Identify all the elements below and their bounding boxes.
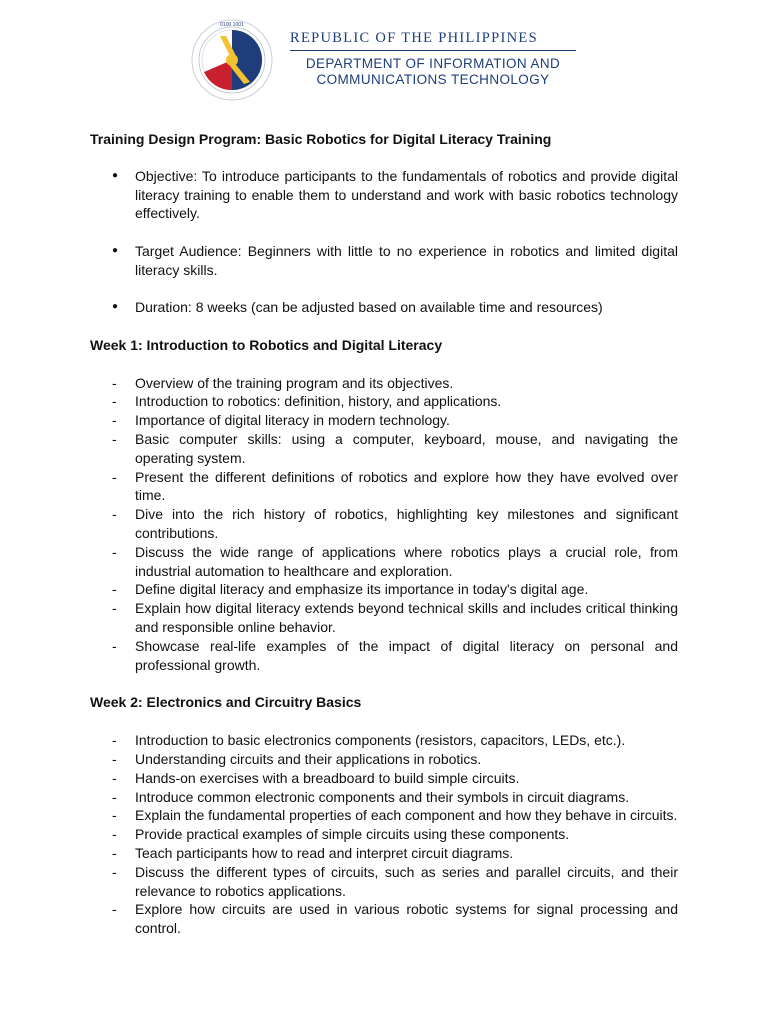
list-item: - Explain the fundamental properties of each component and how they behave in circuits.	[90, 806, 678, 825]
list-item: - Explore how circuits are used in various robotic systems for signal processing and control.	[90, 900, 678, 938]
department-name	[290, 56, 576, 87]
dict-logo	[190, 16, 274, 104]
week2-heading: Week 2: Electronics and Circuitry Basics	[90, 694, 362, 711]
list-item: - Introduce common electronic components and their symbols in circuit diagrams.	[90, 788, 678, 807]
list-item: - Understanding circuits and their applications in robotics.	[90, 750, 678, 769]
objective-bullet: ● Objective: To introduce participants to the fundamentals of robotics and provide digital literacy training to enable them to understand and work with basic robotics technology effectively.	[90, 167, 678, 223]
list-item: - Dive into the rich history of robotics, highlighting key milestones and significant contributions.	[90, 505, 678, 543]
list-item: - Introduction to robotics: definition, history, and applications.	[90, 392, 678, 411]
list-item: - Introduction to basic electronics components (resistors, capacitors, LEDs, etc.).	[90, 731, 678, 750]
audience-bullet: ● Target Audience: Beginners with little to no experience in robotics and limited digital literacy skills.	[90, 242, 678, 280]
list-item: - Present the different definitions of robotics and explore how they have evolved over time.	[90, 468, 678, 506]
document-title: Training Design Program: Basic Robotics for Digital Literacy Training	[90, 131, 552, 147]
document-body	[90, 130, 678, 938]
list-item: - Discuss the different types of circuits, such as series and parallel circuits, and their relevance to robotics applications.	[90, 863, 678, 901]
list-item: - Hands-on exercises with a breadboard to build simple circuits.	[90, 769, 678, 788]
list-item: - Basic computer skills: using a computer, keyboard, mouse, and navigating the operating system.	[90, 430, 678, 468]
header-divider	[290, 50, 576, 51]
week1-list	[90, 374, 678, 675]
list-item: - Overview of the training program and its objectives.	[90, 374, 678, 393]
list-item: - Discuss the wide range of applications where robotics plays a crucial role, from industrial automation to healthcare and exploration.	[90, 543, 678, 581]
week2-list	[90, 731, 678, 938]
list-item: - Importance of digital literacy in modern technology.	[90, 411, 678, 430]
dict-seal-icon	[190, 16, 274, 104]
department-line-2: COMMUNICATIONS TECHNOLOGY	[316, 71, 550, 87]
program-summary-list	[90, 167, 678, 317]
list-item: - Showcase real-life examples of the impact of digital literacy on personal and professional growth.	[90, 637, 678, 675]
list-item: - Explain how digital literacy extends beyond technical skills and includes critical thinking and responsible online behavior.	[90, 599, 678, 637]
list-item: - Provide practical examples of simple circuits using these components.	[90, 825, 678, 844]
duration-bullet: ● Duration: 8 weeks (can be adjusted based on available time and resources)	[90, 298, 678, 317]
department-line-1: DEPARTMENT OF INFORMATION AND	[305, 56, 561, 71]
week1-heading: Week 1: Introduction to Robotics and Digital Literacy	[90, 336, 443, 353]
list-item: - Teach participants how to read and interpret circuit diagrams.	[90, 844, 678, 863]
letterhead	[0, 0, 768, 110]
republic-label: REPUBLIC OF THE PHILIPPINES	[290, 30, 538, 46]
svg-text:0100 1001: 0100 1001	[220, 22, 244, 28]
list-item: - Define digital literacy and emphasize its importance in today's digital age.	[90, 580, 678, 599]
